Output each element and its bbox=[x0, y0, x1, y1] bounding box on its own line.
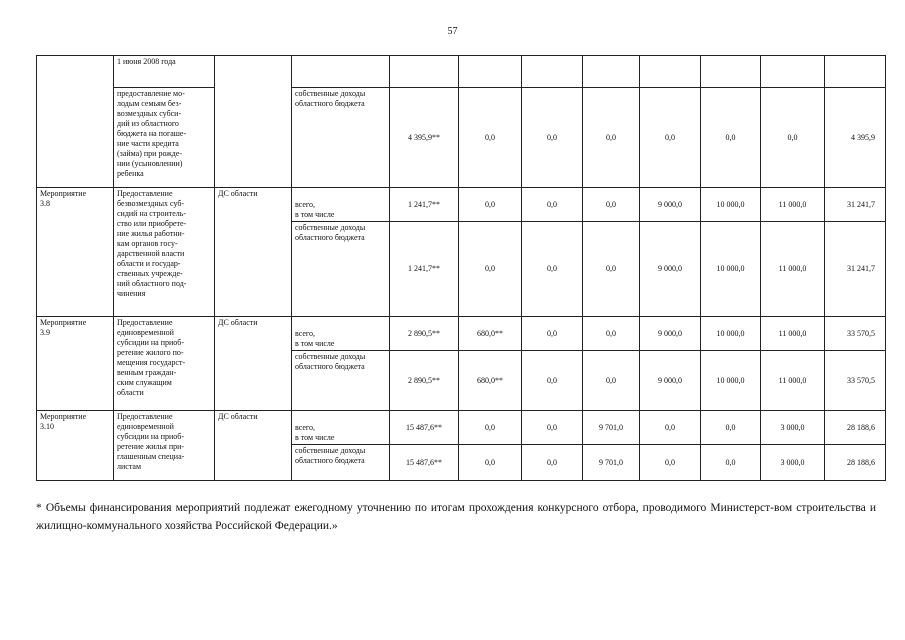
description-cell: предоставление мо- лодым семьям без- возмездных субси- дий из областного бюджета на погаше- ние части кредита (займа) при рожде- нии (усыновлении) ребенка bbox=[114, 88, 215, 188]
value-cell: 9 000,0 bbox=[640, 222, 701, 317]
value-cell: 2 890,5** bbox=[390, 317, 459, 351]
measure-cell bbox=[37, 56, 114, 188]
value-cell: 0,0 bbox=[522, 317, 583, 351]
value-cell: 0,0 bbox=[761, 88, 825, 188]
value-cell: 11 000,0 bbox=[761, 317, 825, 351]
table-row bbox=[37, 88, 886, 188]
value-cell: 9 000,0 bbox=[640, 317, 701, 351]
value-cell: 10 000,0 bbox=[701, 317, 761, 351]
footnote: * Объемы финансирования мероприятий подлежат ежегодному уточнению по итогам прохождения конкурсного отбора, проводимого Министерст-вом строительства и жилищно-коммунального хозяйства Российской Федерации.» bbox=[36, 502, 876, 532]
value-cell: 0,0 bbox=[583, 222, 640, 317]
value-cell: 11 000,0 bbox=[761, 222, 825, 317]
value-cell: 0,0 bbox=[522, 188, 583, 222]
value-cell: 0,0 bbox=[701, 445, 761, 481]
empty-cell bbox=[390, 56, 459, 88]
value-cell: 3 000,0 bbox=[761, 445, 825, 481]
value-cell: 0,0 bbox=[701, 411, 761, 445]
value-cell: 0,0 bbox=[522, 222, 583, 317]
executor-cell: ДС области bbox=[215, 411, 292, 481]
value-cell: 0,0 bbox=[583, 317, 640, 351]
value-cell: 31 241,7 bbox=[825, 222, 886, 317]
empty-cell bbox=[522, 56, 583, 88]
measure-name-cell: Мероприятие 3.9 bbox=[37, 317, 114, 411]
source-cell: всего, в том числе bbox=[292, 188, 390, 222]
value-cell: 15 487,6** bbox=[390, 445, 459, 481]
value-cell: 9 701,0 bbox=[583, 445, 640, 481]
value-cell: 0,0 bbox=[459, 222, 522, 317]
value-cell: 4 395,9 bbox=[825, 88, 886, 188]
value-cell: 2 890,5** bbox=[390, 351, 459, 411]
source-cell: всего, в том числе bbox=[292, 317, 390, 351]
source-cell: собственные доходы областного бюджета bbox=[292, 222, 390, 317]
measure-name-cell: Мероприятие 3.10 bbox=[37, 411, 114, 481]
empty-cell bbox=[583, 56, 640, 88]
value-cell: 9 000,0 bbox=[640, 188, 701, 222]
table-row bbox=[37, 317, 886, 351]
source-cell: собственные доходы областного бюджета bbox=[292, 445, 390, 481]
value-cell: 9 000,0 bbox=[640, 351, 701, 411]
empty-cell bbox=[701, 56, 761, 88]
executor-cell: ДС области bbox=[215, 188, 292, 317]
value-cell: 11 000,0 bbox=[761, 351, 825, 411]
value-cell: 0,0 bbox=[522, 351, 583, 411]
value-cell: 9 701,0 bbox=[583, 411, 640, 445]
description-cell: Предоставление единовременной субсидии на приоб- ретение жилого по- мещения государст- венным граждан- ским служащим области bbox=[114, 317, 215, 411]
table-row bbox=[37, 56, 886, 88]
source-cell: всего, в том числе bbox=[292, 411, 390, 445]
empty-cell bbox=[459, 56, 522, 88]
value-cell: 0,0 bbox=[522, 411, 583, 445]
source-cell: собственные доходы областного бюджета bbox=[292, 351, 390, 411]
value-cell: 0,0 bbox=[640, 445, 701, 481]
value-cell: 0,0 bbox=[459, 88, 522, 188]
value-cell: 0,0 bbox=[583, 188, 640, 222]
measure-name-cell: Мероприятие 3.8 bbox=[37, 188, 114, 317]
executor-cell bbox=[215, 56, 292, 188]
value-cell: 28 188,6 bbox=[825, 411, 886, 445]
value-cell: 28 188,6 bbox=[825, 445, 886, 481]
description-cell: Предоставление безвозмездных суб- сидий на строитель- ство или приобрете- ние жилья работни- кам органов госу- дарственной власти области и государ- ственных учрежде- ний областного под- чинения bbox=[114, 188, 215, 317]
value-cell: 1 241,7** bbox=[390, 188, 459, 222]
budget-table bbox=[36, 55, 886, 481]
source-cell: собственные доходы областного бюджета bbox=[292, 88, 390, 188]
value-cell: 0,0 bbox=[522, 88, 583, 188]
value-cell: 10 000,0 bbox=[701, 188, 761, 222]
empty-cell bbox=[761, 56, 825, 88]
value-cell: 31 241,7 bbox=[825, 188, 886, 222]
value-cell: 680,0** bbox=[459, 351, 522, 411]
value-cell: 0,0 bbox=[583, 351, 640, 411]
page-number: 57 bbox=[447, 26, 458, 37]
table-row bbox=[37, 411, 886, 445]
value-cell: 1 241,7** bbox=[390, 222, 459, 317]
value-cell: 33 570,5 bbox=[825, 317, 886, 351]
value-cell: 0,0 bbox=[459, 188, 522, 222]
value-cell: 10 000,0 bbox=[701, 351, 761, 411]
value-cell: 10 000,0 bbox=[701, 222, 761, 317]
value-cell: 3 000,0 bbox=[761, 411, 825, 445]
description-cell: 1 июня 2008 года bbox=[114, 56, 215, 88]
value-cell: 0,0 bbox=[640, 88, 701, 188]
description-cell: Предоставление единовременной субсидии на приоб- ретение жилья при- глашенным специа- листам bbox=[114, 411, 215, 481]
value-cell: 0,0 bbox=[701, 88, 761, 188]
value-cell: 680,0** bbox=[459, 317, 522, 351]
value-cell: 15 487,6** bbox=[390, 411, 459, 445]
value-cell: 4 395,9** bbox=[390, 88, 459, 188]
value-cell: 0,0 bbox=[522, 445, 583, 481]
value-cell: 0,0 bbox=[459, 445, 522, 481]
executor-cell: ДС области bbox=[215, 317, 292, 411]
value-cell: 0,0 bbox=[640, 411, 701, 445]
empty-cell bbox=[640, 56, 701, 88]
value-cell: 0,0 bbox=[459, 411, 522, 445]
value-cell: 0,0 bbox=[583, 88, 640, 188]
value-cell: 11 000,0 bbox=[761, 188, 825, 222]
empty-cell bbox=[292, 56, 390, 88]
empty-cell bbox=[825, 56, 886, 88]
table-row bbox=[37, 188, 886, 222]
value-cell: 33 570,5 bbox=[825, 351, 886, 411]
